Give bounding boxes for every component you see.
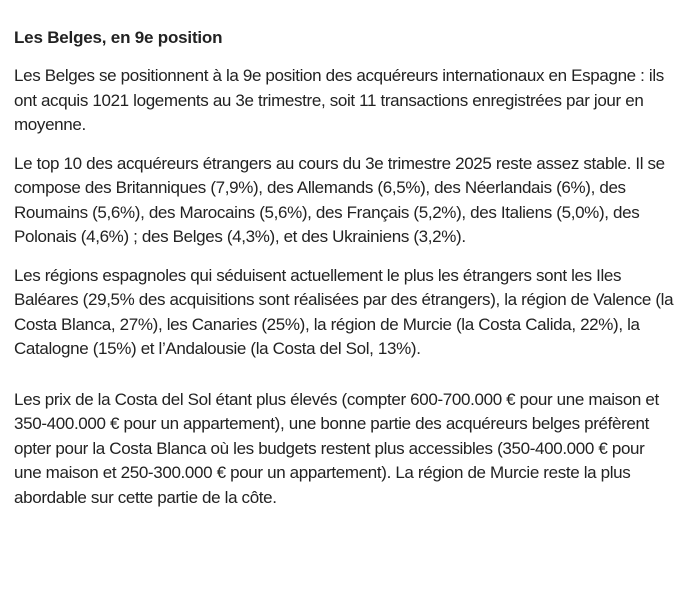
paragraph-regions: Les régions espagnoles qui séduisent actuellement le plus les étrangers sont les Iles Baléares (29,5% des acquisitions sont réalisées par des étrangers), la région de Valence (la Costa Blanca, 27%), les Canaries (25%), la région de Murcie (la Costa Calida, 22%), la Catalogne (15%) et l’Andalousie (la Costa del Sol, 13%). xyxy=(14,265,674,358)
paragraph-belgian-ranking: Les Belges se positionnent à la 9e position des acquéreurs internationaux en Espagne : ils ont acquis 1021 logements au 3e trimestre, soit 11 transactions enregistrées par jour en moyenne. xyxy=(14,66,664,134)
section-heading: Les Belges, en 9e position xyxy=(14,28,223,47)
paragraph-prices: Les prix de la Costa del Sol étant plus élevés (compter 600-700.000 € pour une maison et 350-400.000 € pour un appartement), une bonne partie des acquéreurs belges préfèrent opter pour la Costa Blanca où les budgets restent plus accessibles (350-400.000 € pour une maison et 250-300.000 € pour un appartement). La région de Murcie reste la plus abordable sur cette partie de la côte. xyxy=(14,389,659,507)
paragraph-top10-buyers: Le top 10 des acquéreurs étrangers au cours du 3e trimestre 2025 reste assez stable. Il se compose des Britanniques (7,9%), des Allemands (6,5%), des Néerlandais (6%), des Roumains (5,6%), des Marocains (5,6%), des Français (5,2%), des Italiens (5,0%), des Polonais (4,6%) ; des Belges (4,3%), et des Ukrainiens (3,2%). xyxy=(14,153,665,246)
